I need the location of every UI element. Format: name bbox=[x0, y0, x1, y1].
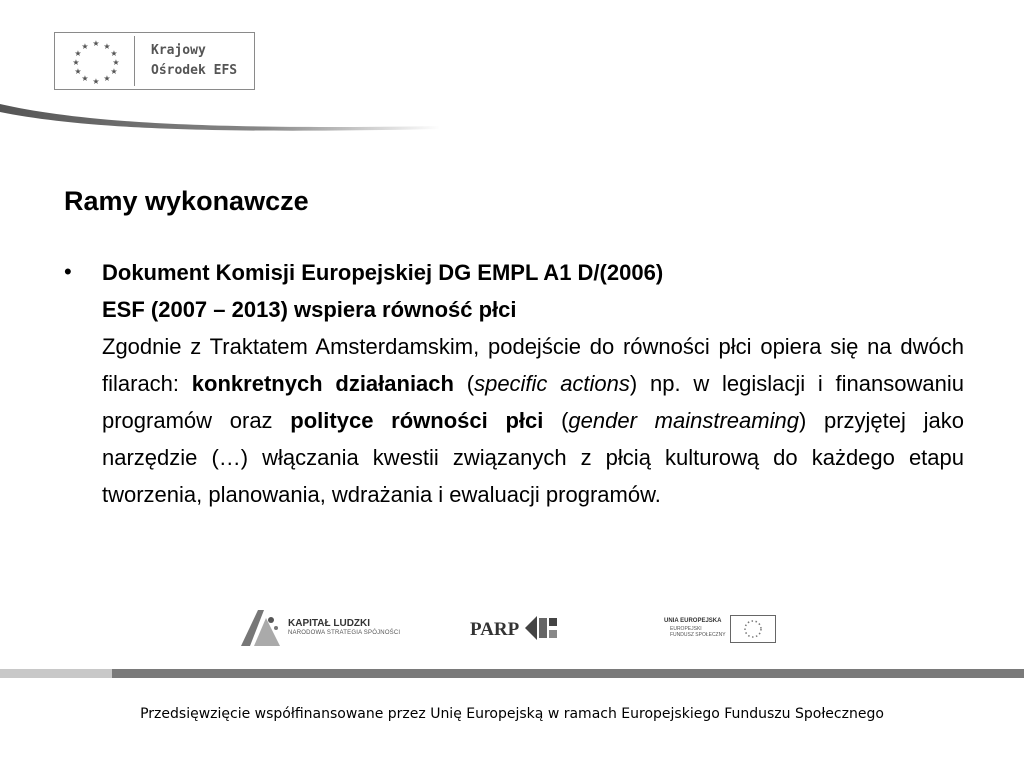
svg-text:★: ★ bbox=[81, 74, 89, 83]
footer-bar-dark bbox=[112, 669, 1024, 678]
svg-text:★: ★ bbox=[103, 74, 111, 83]
krajowy-osrodek-efs-logo bbox=[54, 32, 255, 90]
parp-mark-icon bbox=[525, 614, 559, 642]
svg-text:★: ★ bbox=[92, 39, 100, 48]
logo-text bbox=[151, 41, 237, 81]
ue-logo-line-2: EUROPEJSKI bbox=[670, 626, 702, 632]
svg-text:★: ★ bbox=[110, 49, 118, 58]
kapital-ludzki-title: KAPITAŁ LUDZKI bbox=[288, 618, 371, 629]
parp-logo-text: PARP bbox=[470, 619, 520, 640]
body-italic-2: gender mainstreaming bbox=[568, 408, 799, 433]
slide-title: Ramy wykonawcze bbox=[64, 186, 309, 216]
footer-text: Przedsięwzięcie współfinansowane przez Unię Europejską w ramach Europejskiego Funduszu Społecznego bbox=[140, 706, 884, 722]
body-italic-1: specific actions bbox=[474, 371, 630, 396]
kapital-ludzki-subtitle: NARODOWA STRATEGIA SPÓJNOŚCI bbox=[288, 630, 401, 636]
svg-text:★: ★ bbox=[74, 49, 82, 58]
body-text-3: ) np. w legislacji i finansowaniu programów oraz bbox=[102, 371, 964, 433]
body-text-2: ( bbox=[453, 371, 475, 396]
kapital-ludzki-icon bbox=[236, 608, 286, 648]
body-text-4: ( bbox=[543, 408, 569, 433]
svg-text:★: ★ bbox=[81, 42, 89, 51]
svg-text:★: ★ bbox=[72, 58, 80, 67]
body-text-5: ) przyjętej jako narzędzie (…) włączania kwestii związanych z płcią kulturową do każdego etapu tworzenia, planowania, wdrażania i ewaluacji programów. bbox=[102, 408, 964, 507]
heading-line-2: ESF (2007 – 2013) wspiera równość płci bbox=[102, 297, 517, 322]
ue-logo-line-3: FUNDUSZ SPOŁECZNY bbox=[670, 632, 726, 638]
bullet-content bbox=[102, 254, 964, 513]
svg-text:★: ★ bbox=[74, 67, 82, 76]
body-paragraph bbox=[102, 328, 964, 513]
svg-text:★: ★ bbox=[103, 42, 111, 51]
logo-line-2: Ośrodek EFS bbox=[151, 63, 238, 78]
bullet-marker: • bbox=[64, 259, 72, 284]
body-text-1: Zgodnie z Traktatem Amsterdamskim, podejście do równości płci opiera się na dwóch filarach: bbox=[102, 334, 964, 396]
eu-flag-small-icon bbox=[730, 615, 776, 643]
heading-line-1: Dokument Komisji Europejskiej DG EMPL A1 D/(2006) bbox=[102, 260, 664, 285]
header-swoosh-decoration bbox=[0, 96, 460, 136]
eu-flag-icon bbox=[58, 36, 135, 86]
svg-text:★: ★ bbox=[92, 77, 100, 86]
body-bold-1: konkretnych działaniach bbox=[191, 371, 454, 396]
logo-line-1: Krajowy bbox=[151, 43, 206, 58]
svg-text:★: ★ bbox=[112, 58, 120, 67]
ue-logo-line-1: UNIA EUROPEJSKA bbox=[664, 618, 722, 624]
body-bold-2: polityce równości płci bbox=[290, 408, 544, 433]
footer-bar-light bbox=[0, 669, 112, 678]
svg-text:★: ★ bbox=[110, 67, 118, 76]
